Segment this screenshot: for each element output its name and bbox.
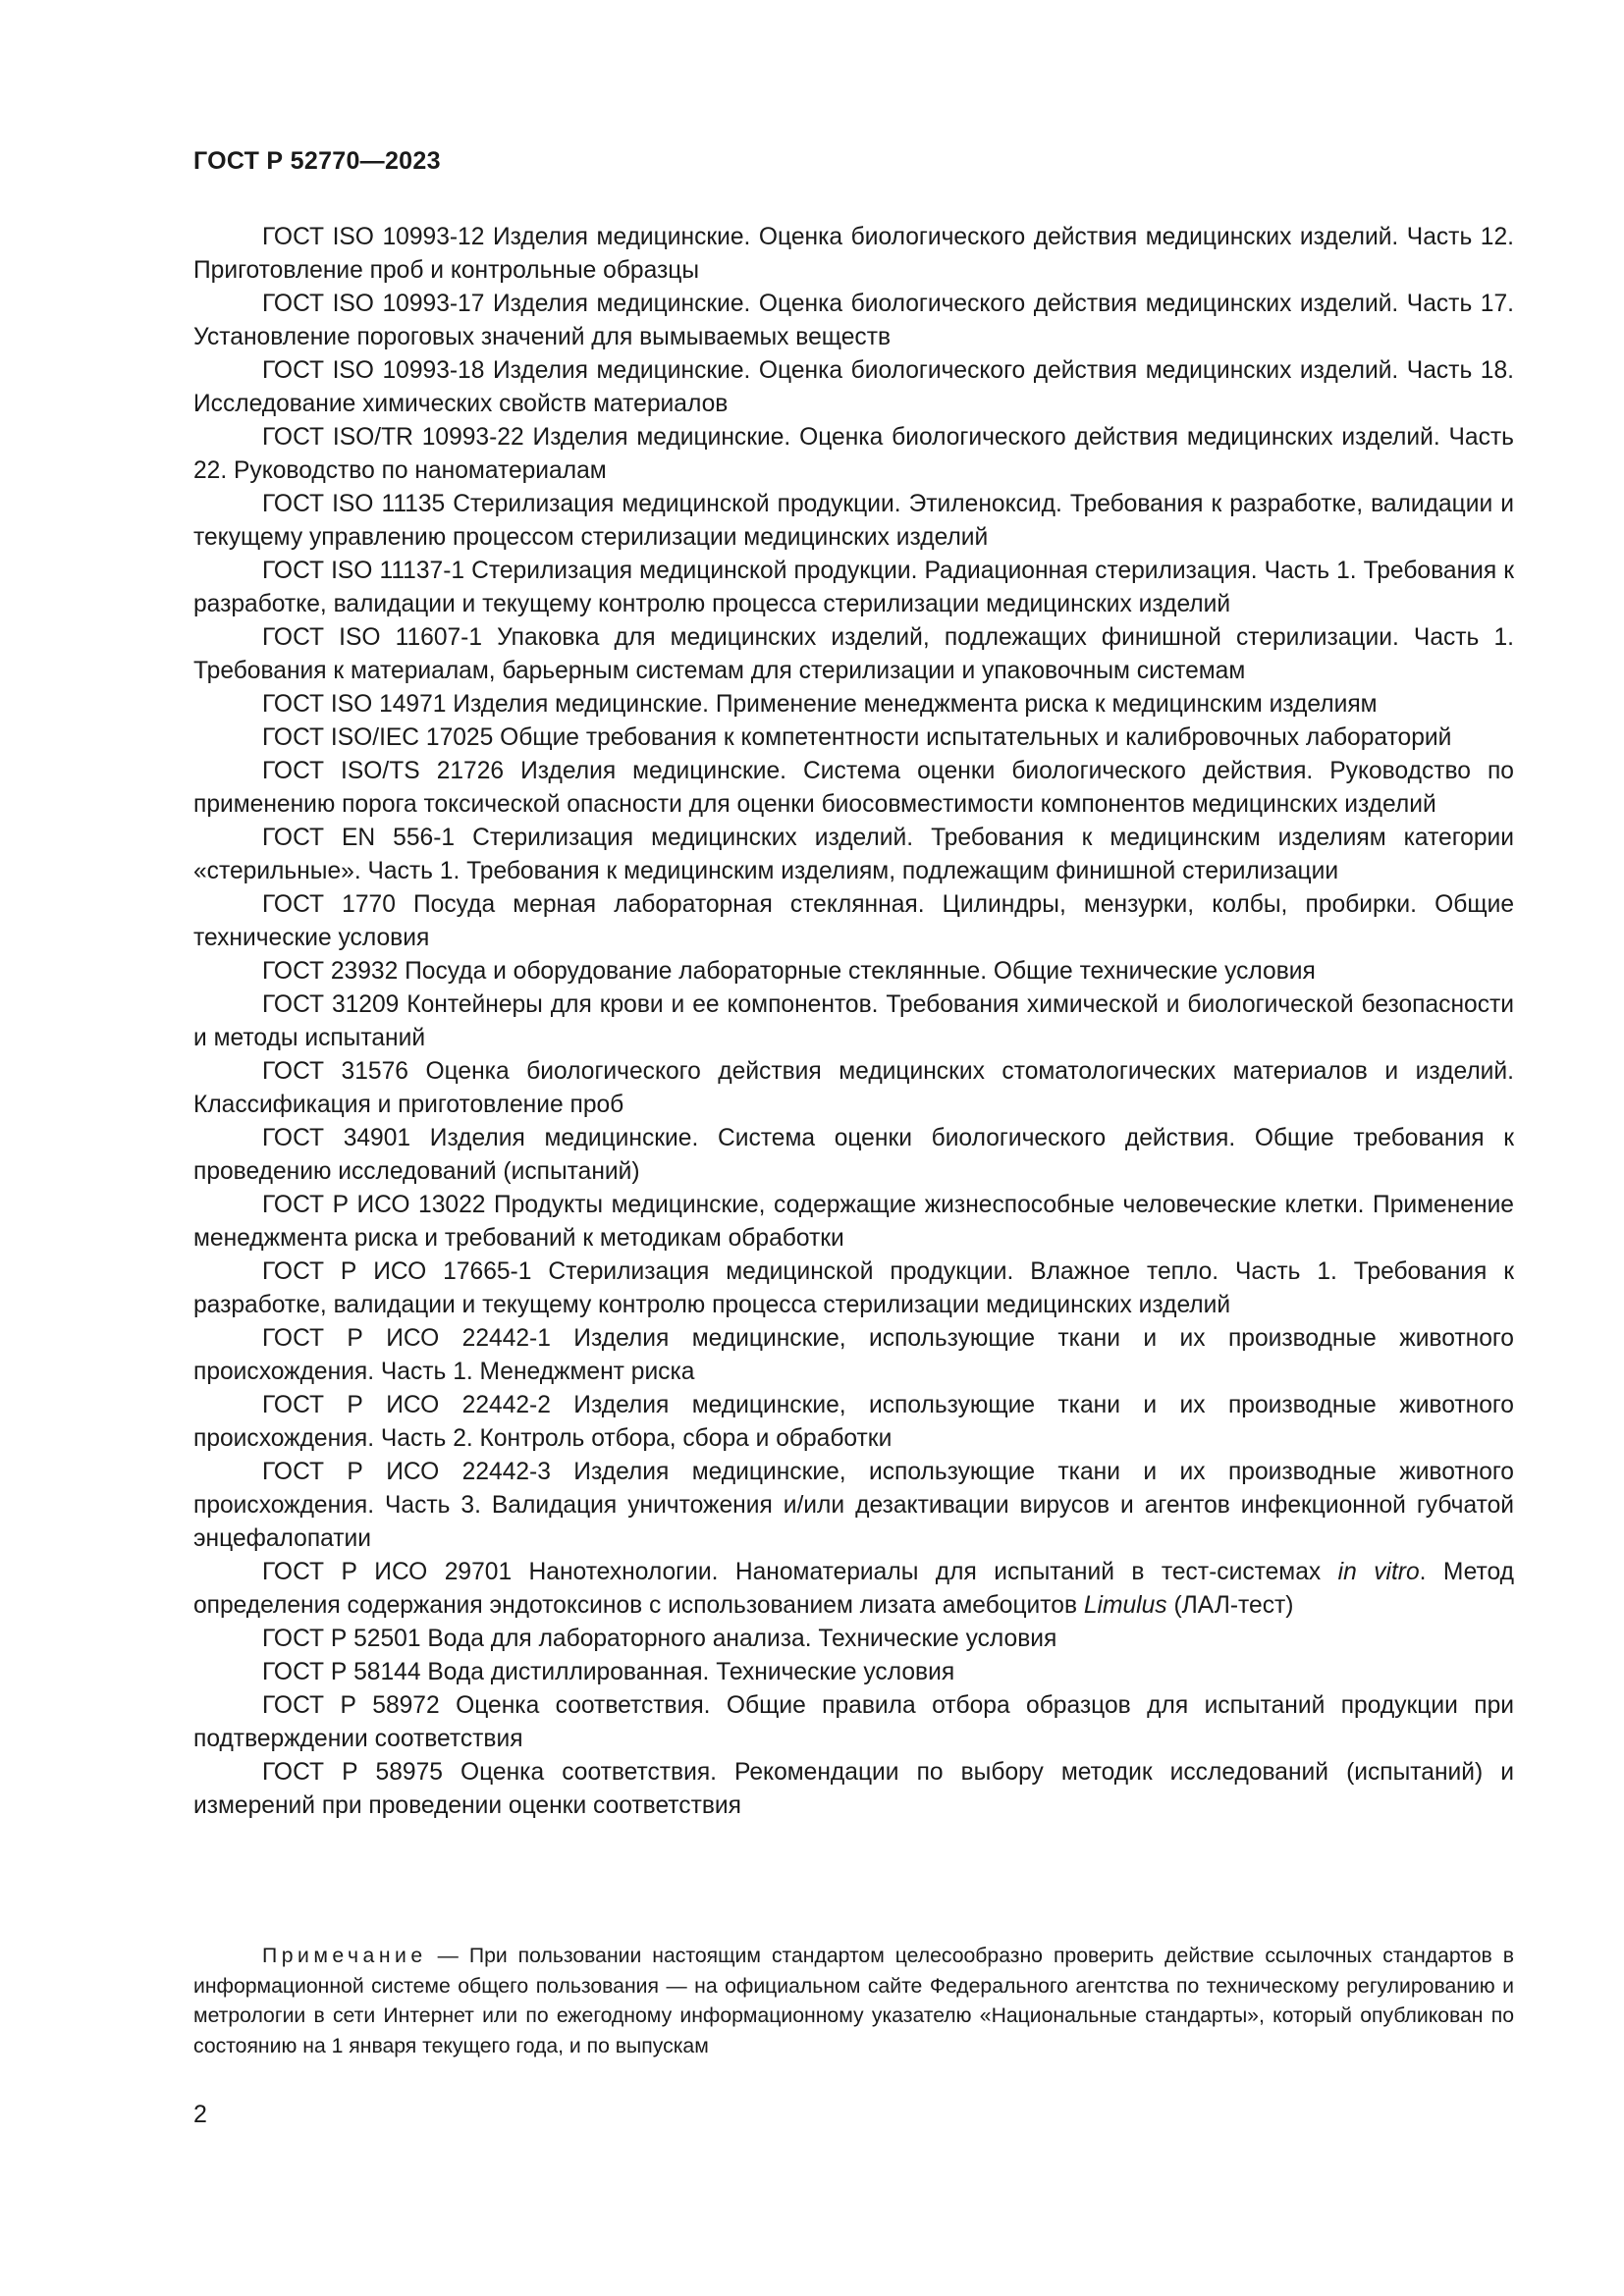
page-number: 2: [193, 2101, 207, 2128]
note-paragraph: [193, 1942, 1514, 2061]
reference-text: ГОСТ Р 58975 Оценка соответствия. Рекомендации по выбору методик исследований (испытаний) и измерений при проведении оценки соответствия: [193, 1759, 1514, 1819]
reference-text: ГОСТ ISO/TR 10993-22 Изделия медицинские. Оценка биологического действия медицинских изделий. Часть 22. Руководство по наноматериалам: [193, 424, 1514, 484]
note-text: — При пользовании настоящим стандартом целесообразно проверить действие ссылочных стандартов в информационной системе общего пользования — на официальном сайте Федерального агентства по техническому регулированию и метрологии в сети Интернет или по ежегодному информационному указателю «Национальные стандарты», который опубликован по состоянию на 1 января текущего года, и по выпускам: [193, 1945, 1514, 2057]
reference-item: [193, 1189, 1514, 1255]
reference-item: [193, 721, 1514, 755]
reference-italic-text: Limulus: [1083, 1592, 1167, 1619]
note-label: Примечание: [262, 1945, 427, 1968]
reference-text: ГОСТ ISO/TS 21726 Изделия медицинские. Система оценки биологического действия. Руководство по применению порога токсической опасности для оценки биосовместимости компонентов медицинских изделий: [193, 758, 1514, 818]
reference-item: [193, 755, 1514, 822]
reference-text: ГОСТ Р ИСО 22442-2 Изделия медицинские, использующие ткани и их производные животного происхождения. Часть 2. Контроль отбора, сбора и обработки: [193, 1392, 1514, 1452]
reference-text: ГОСТ 31576 Оценка биологического действия медицинских стоматологических материалов и изделий. Классификация и приготовление проб: [193, 1058, 1514, 1118]
reference-text: ГОСТ 31209 Контейнеры для крови и ее компонентов. Требования химической и биологической безопасности и методы испытаний: [193, 991, 1514, 1051]
reference-text: ГОСТ ISO 10993-12 Изделия медицинские. Оценка биологического действия медицинских изделий. Часть 12. Приготовление проб и контрольные образцы: [193, 224, 1514, 284]
reference-item: [193, 822, 1514, 888]
reference-item: [193, 988, 1514, 1055]
reference-text: ГОСТ 1770 Посуда мерная лабораторная стеклянная. Цилиндры, мензурки, колбы, пробирки. Общие технические условия: [193, 891, 1514, 951]
reference-item: [193, 1389, 1514, 1456]
reference-item: [193, 488, 1514, 555]
reference-item: [193, 288, 1514, 354]
reference-item: [193, 1456, 1514, 1556]
reference-item: [193, 1055, 1514, 1122]
reference-item: [193, 1122, 1514, 1189]
reference-text: . Метод определения содержания эндотоксинов с использованием лизата амебоцитов: [193, 1559, 1515, 1619]
reference-item: [193, 1255, 1514, 1322]
reference-item: [193, 1689, 1514, 1756]
reference-item: [193, 1756, 1514, 1823]
reference-item: [193, 621, 1514, 688]
reference-text: ГОСТ ISO 10993-17 Изделия медицинские. Оценка биологического действия медицинских изделий. Часть 17. Установление пороговых значений для вымываемых веществ: [193, 291, 1514, 350]
reference-text: ГОСТ ISO 11137-1 Стерилизация медицинской продукции. Радиационная стерилизация. Часть 1. Требования к разработке, валидации и текущему контролю процесса стерилизации медицинских изделий: [193, 558, 1514, 617]
reference-text: ГОСТ 23932 Посуда и оборудование лабораторные стеклянные. Общие технические условия: [262, 958, 1316, 985]
reference-text: ГОСТ Р ИСО 13022 Продукты медицинские, содержащие жизнеспособные человеческие клетки. Применение менеджмента риска и требований к методикам обработки: [193, 1192, 1514, 1252]
reference-item: [193, 1556, 1514, 1623]
reference-text: ГОСТ Р ИСО 22442-1 Изделия медицинские, использующие ткани и их производные животного происхождения. Часть 1. Менеджмент риска: [193, 1325, 1514, 1385]
reference-item: [193, 555, 1514, 621]
reference-text: ГОСТ Р ИСО 17665-1 Стерилизация медицинской продукции. Влажное тепло. Часть 1. Требования к разработке, валидации и текущему контролю процесса стерилизации медицинских изделий: [193, 1258, 1514, 1318]
reference-text: (ЛАЛ-тест): [1166, 1592, 1294, 1619]
reference-item: [193, 955, 1514, 988]
reference-text: ГОСТ Р 58144 Вода дистиллированная. Технические условия: [262, 1659, 955, 1685]
reference-text: ГОСТ ISO 14971 Изделия медицинские. Применение менеджмента риска к медицинским изделиям: [262, 691, 1378, 718]
reference-text: ГОСТ Р ИСО 29701 Нанотехнологии. Наноматериалы для испытаний в тест-системах: [262, 1559, 1338, 1585]
reference-item: [193, 421, 1514, 488]
reference-text: ГОСТ 34901 Изделия медицинские. Система оценки биологического действия. Общие требования к проведению исследований (испытаний): [193, 1125, 1514, 1185]
reference-text: ГОСТ EN 556-1 Стерилизация медицинских изделий. Требования к медицинским изделиям категории «стерильные». Часть 1. Требования к медицинским изделиям, подлежащим финишной стерилизации: [193, 825, 1514, 884]
reference-text: ГОСТ ISO 10993-18 Изделия медицинские. Оценка биологического действия медицинских изделий. Часть 18. Исследование химических свойств материалов: [193, 357, 1514, 417]
reference-text: ГОСТ ISO 11135 Стерилизация медицинской продукции. Этиленоксид. Требования к разработке, валидации и текущему управлению процессом стерилизации медицинских изделий: [193, 491, 1514, 551]
normative-references-list: [193, 221, 1514, 1823]
reference-italic-text: in vitro: [1337, 1559, 1420, 1585]
reference-item: [193, 688, 1514, 721]
reference-item: [193, 1623, 1514, 1656]
reference-item: [193, 354, 1514, 421]
reference-text: ГОСТ Р 58972 Оценка соответствия. Общие правила отбора образцов для испытаний продукции при подтверждении соответствия: [193, 1692, 1514, 1752]
reference-text: ГОСТ Р 52501 Вода для лабораторного анализа. Технические условия: [262, 1626, 1057, 1652]
reference-item: [193, 221, 1514, 288]
reference-text: ГОСТ ISO/IEC 17025 Общие требования к компетентности испытательных и калибровочных лабораторий: [262, 724, 1452, 751]
reference-text: ГОСТ Р ИСО 22442-3 Изделия медицинские, использующие ткани и их производные животного происхождения. Часть 3. Валидация уничтожения и/или дезактивации вирусов и агентов инфекционной губчатой энцефалопатии: [193, 1459, 1514, 1552]
reference-item: [193, 1322, 1514, 1389]
reference-text: ГОСТ ISO 11607-1 Упаковка для медицинских изделий, подлежащих финишной стерилизации. Часть 1. Требования к материалам, барьерным системам для стерилизации и упаковочным системам: [193, 624, 1514, 684]
reference-item: [193, 888, 1514, 955]
reference-item: [193, 1656, 1514, 1689]
document-header: ГОСТ Р 52770—2023: [193, 147, 441, 175]
